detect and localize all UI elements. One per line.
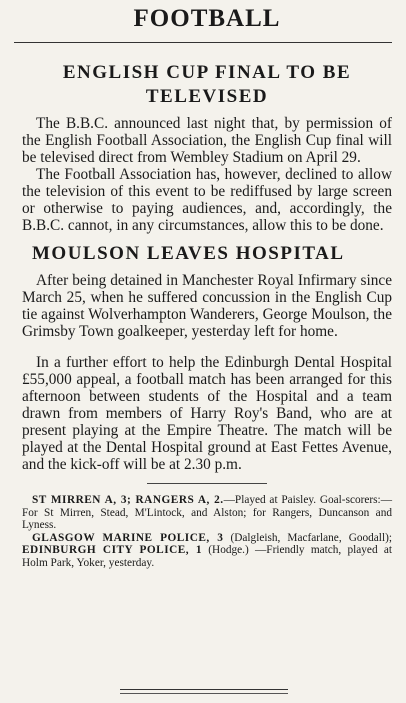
section-title: FOOTBALL (133, 5, 281, 32)
result-item (22, 532, 392, 570)
result-detail: (Dalgleish, Macfarlane, Goodall); (223, 531, 392, 544)
result-score: GLASGOW MARINE POLICE, 3 (32, 531, 224, 544)
match-results (22, 494, 392, 570)
results-divider (147, 483, 267, 484)
result-detail: (Hodge.) —Friendly match, played at Holm Park, Yoker, yesterday. (22, 544, 392, 569)
article3-body (22, 354, 392, 473)
result-score: EDINBURGH CITY POLICE, 1 (22, 544, 203, 557)
article1-headline: ENGLISH CUP FINAL TO BE TELEVISED (62, 62, 352, 107)
article2-body (22, 272, 392, 340)
result-score: ST MIRREN A, 3; RANGERS A, 2. (32, 494, 224, 506)
article1-paragraph: The B.B.C. announced last night that, by permission of the English Football Association, the English Cup final will be televised direct from Wembley Stadium on April 29. (22, 115, 392, 166)
article2-headline: MOULSON LEAVES HOSPITAL (32, 243, 345, 264)
article1-body (22, 115, 392, 234)
section-rule (14, 42, 392, 43)
article3-paragraph: In a further effort to help the Edinburgh Dental Hospital £55,000 appeal, a football match has been arranged for this afternoon between students of the Hospital and a team drawn from members of Harry Roy's Band, who are at present playing at the Empire Theatre. The match will be played at the Dental Hospital ground at East Fettes Avenue, and the kick-off will be at 2.30 p.m. (22, 354, 392, 473)
end-rule (120, 693, 288, 694)
result-detail: —Played at Paisley. Goal-scorers:—For St Mirren, Stead, M'Lintock, and Alston; for Rangers, Duncanson and Lyness. (22, 494, 392, 532)
end-of-column-rules (120, 689, 288, 697)
article2-paragraph: After being detained in Manchester Royal Infirmary since March 25, when he suffered concussion in the English Cup tie against Wolverhampton Wanderers, George Moulson, the Grimsby Town goalkeeper, yesterday left for home. (22, 272, 392, 340)
result-item (22, 494, 392, 532)
end-rule (120, 689, 288, 690)
article1-paragraph: The Football Association has, however, declined to allow the television of this event to be rediffused by large screen or otherwise to paying audiences, and, accordingly, the B.B.C. cannot, in any circumstances, allow this to be done. (22, 166, 392, 234)
